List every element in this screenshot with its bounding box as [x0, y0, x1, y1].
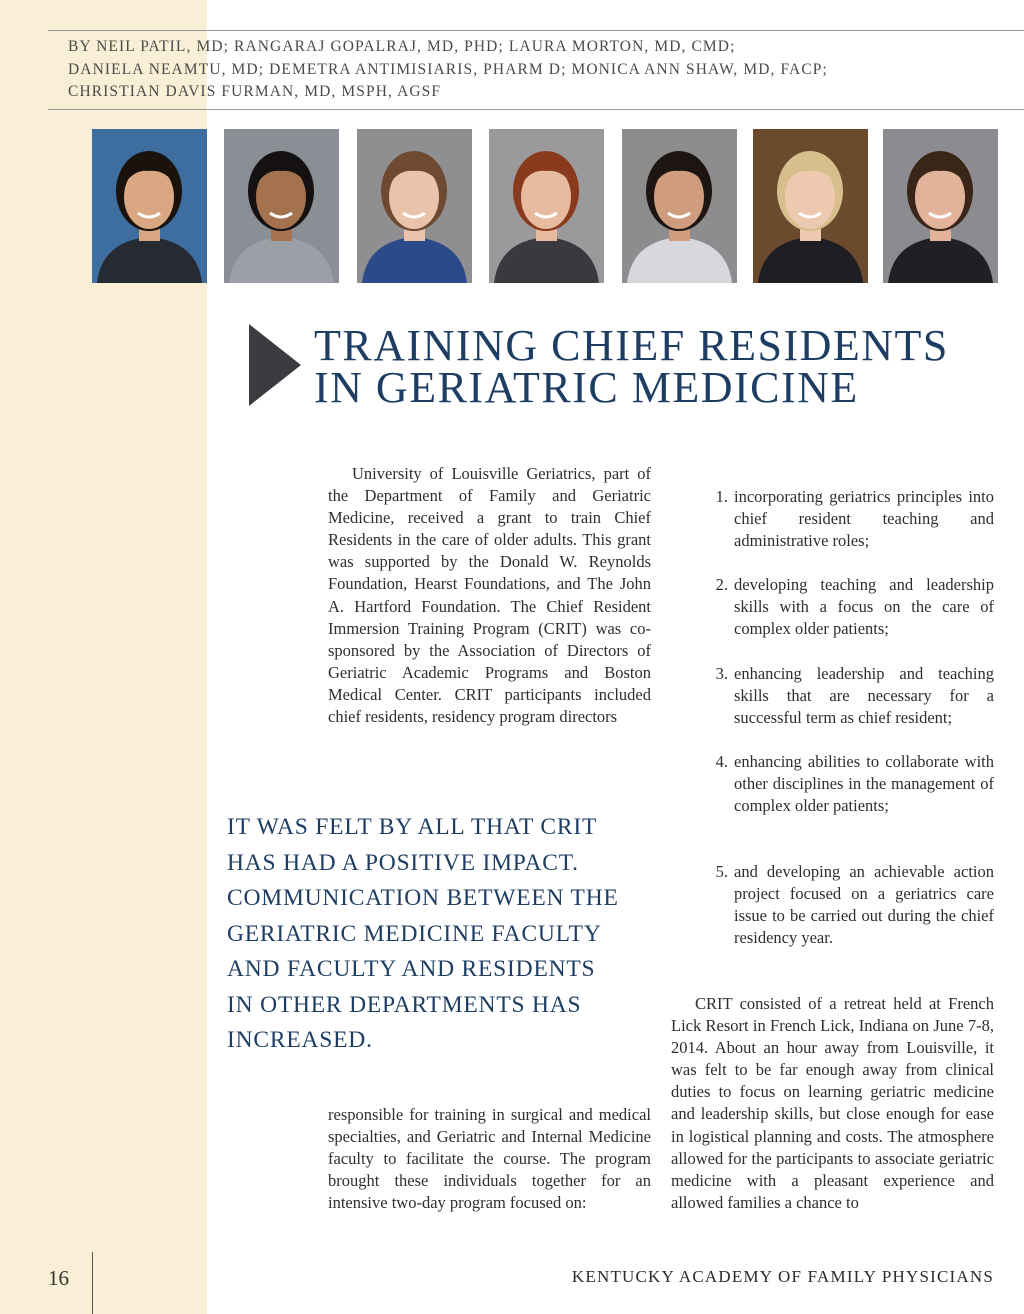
pull-quote-line: IT WAS FELT BY ALL THAT CRIT	[227, 814, 598, 840]
article-title	[314, 321, 949, 412]
list-item-text: and developing an achievable action project focused on a geriatrics care issue to be carried out during the chief residency year.	[734, 862, 994, 948]
list-item	[706, 574, 994, 640]
body-column-intro	[328, 463, 651, 728]
list-item-text: developing teaching and leadership skills with a focus on the care of complex older patients;	[734, 575, 994, 639]
pull-quote-line: GERIATRIC MEDICINE FACULTY	[227, 920, 602, 947]
pull-quote-line: AND FACULTY AND RESIDENTS	[227, 956, 596, 982]
title-line-2: IN GERIATRIC MEDICINE	[314, 363, 859, 412]
top-rule	[48, 30, 1024, 31]
list-item	[706, 486, 994, 552]
author-line-3: CHRISTIAN DAVIS FURMAN, MD, MSPH, AGSF	[68, 83, 442, 100]
list-item	[706, 861, 994, 949]
list-item-number: 5.	[715, 862, 728, 881]
pull-quote-line: INCREASED.	[227, 1027, 373, 1053]
body-column-crit	[671, 993, 994, 1214]
list-item	[706, 751, 994, 817]
list-item-number: 1.	[715, 487, 728, 506]
author-line-1: BY NEIL PATIL, MD; RANGARAJ GOPALRAJ, MD, PHD; LAURA MORTON, MD, CMD;	[68, 38, 736, 55]
pull-quote-line: IN OTHER DEPARTMENTS HAS	[227, 991, 582, 1018]
author-portrait	[224, 129, 339, 283]
author-portrait	[489, 129, 604, 283]
author-byline	[68, 36, 1008, 104]
list-item	[706, 663, 994, 729]
publication-name: KENTUCKY ACADEMY OF FAMILY PHYSICIANS	[571, 1267, 994, 1286]
author-portrait	[92, 129, 207, 283]
title-line-1: TRAINING CHIEF RESIDENTS	[314, 321, 949, 370]
page-number: 16	[48, 1266, 69, 1290]
pull-quote-line: HAS HAD A POSITIVE IMPACT.	[227, 849, 579, 876]
pull-quote-line: COMMUNICATION BETWEEN THE	[227, 885, 619, 911]
author-photos	[92, 129, 998, 283]
list-item-text: enhancing abilities to collaborate with other disciplines in the management of complex older patients;	[734, 752, 994, 816]
author-portrait	[357, 129, 472, 283]
author-portrait	[753, 129, 868, 283]
pull-quote	[227, 810, 657, 1059]
list-item-number: 2.	[715, 575, 728, 594]
title-arrow-icon	[249, 324, 301, 406]
continuation-paragraph: responsible for training in surgical and medical specialties, and Geriatric and Internal Medicine faculty to facilitate the course. The program brought these individuals together for an intensive two-day program focused on:	[328, 1105, 651, 1213]
body-column-continuation	[328, 1104, 651, 1214]
footer-divider	[92, 1252, 93, 1314]
author-portrait	[883, 129, 998, 283]
author-line-2: DANIELA NEAMTU, MD; DEMETRA ANTIMISIARIS, PHARM D; MONICA ANN SHAW, MD, FACP;	[68, 60, 828, 78]
author-portrait	[622, 129, 737, 283]
intro-paragraph: University of Louisville Geriatrics, part of the Department of Family and Geriatric Medicine, received a grant to train Chief Residents in the care of older adults. This grant was supported by the Donald W. Reynolds Foundation, Hearst Foundations, and The John A. Hartford Foundation. The Chief Resident Immersion Training Program (CRIT) was co-sponsored by the Association of Directors of Geriatric Academic Programs and Boston Medical Center. CRIT participants included chief residents, residency program directors	[328, 464, 651, 727]
list-item-number: 3.	[715, 664, 728, 683]
focus-list	[706, 486, 994, 986]
list-item-text: incorporating geriatrics principles into chief resident teaching and administrative roles;	[734, 487, 994, 551]
list-item-number: 4.	[715, 752, 728, 771]
crit-paragraph: CRIT consisted of a retreat held at French Lick Resort in French Lick, Indiana on June 7-8, 2014. About an hour away from Louisville, it was felt to be far enough away from clinical duties to focus on learning geriatric medicine and leadership skills, but close enough for ease in logistical planning and costs. The atmosphere allowed for the participants to associate geriatric medicine with a pleasant experience and allowed families a chance to	[671, 994, 994, 1212]
byline-rule	[48, 109, 1024, 110]
list-item-text: enhancing leadership and teaching skills that are necessary for a successful term as chief resident;	[734, 664, 994, 728]
